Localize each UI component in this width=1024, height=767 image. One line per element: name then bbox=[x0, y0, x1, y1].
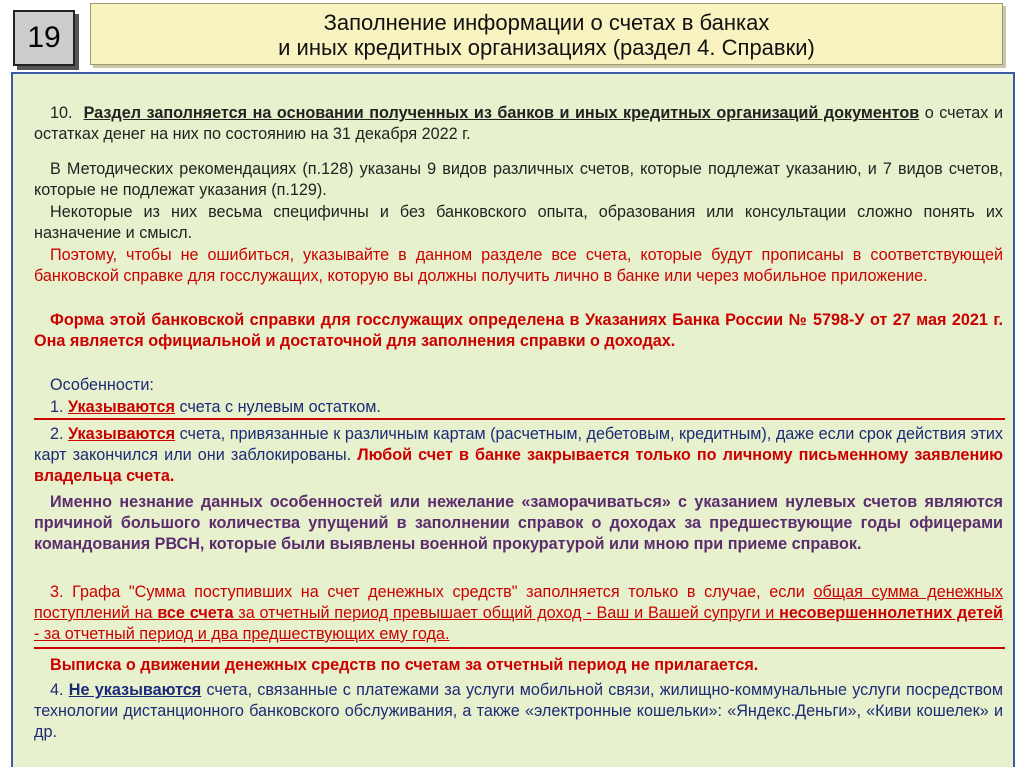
paragraph-10-text: о счетах и остатках денег на них по состоянию на 31 декабря 2022 г. bbox=[34, 104, 1003, 143]
item-1 bbox=[34, 397, 1003, 418]
paragraph-10-emphasis: Раздел заполняется на основании полученных из банков и иных кредитных организаций документов bbox=[83, 104, 920, 122]
item-3-number: 3. bbox=[50, 583, 64, 601]
item-3-underline-1: общая сумма денежных поступлений на bbox=[34, 583, 1004, 622]
item-2-bold-tail: Любой счет в банке закрывается только по личному письменному заявлению владельца счета. bbox=[34, 446, 1003, 485]
item-1-keyword: Указываются bbox=[68, 398, 175, 416]
item-3-all-accounts: все счета bbox=[157, 604, 234, 622]
paragraph-10 bbox=[34, 103, 1003, 145]
paragraph-therefore bbox=[34, 245, 1003, 287]
paragraph-form-text: Форма этой банковской справки для госслужащих определена в Указаниях Банка России № 5798-У от 27 мая 2021 г. Она является официальной и достаточной для заполнения справки о доходах. bbox=[34, 311, 1003, 350]
paragraph-specific bbox=[34, 202, 1003, 244]
features-heading-text: Особенности: bbox=[50, 376, 154, 394]
title-line-2: и иных кредитных организациях (раздел 4. Справки) bbox=[278, 35, 815, 60]
paragraph-therefore-text: Поэтому, чтобы не ошибиться, указывайте в данном разделе все счета, которые будут прописаны в соответствующей банковской справке для госслужащих, которую вы должны получить лично в банке или через мобильное приложение. bbox=[34, 246, 1003, 285]
paragraph-specific-text: Некоторые из них весьма специфичны и без банковского опыта, образования или консультации сложно понять их назначение и смысл. bbox=[34, 203, 1003, 242]
item-1-number: 1. bbox=[50, 398, 64, 416]
item-1-text: счета с нулевым остатком. bbox=[174, 398, 381, 416]
paragraph-form bbox=[34, 310, 1003, 352]
content-panel bbox=[11, 72, 1015, 767]
paragraph-statement-text: Выписка о движении денежных средств по счетам за отчетный период не прилагается. bbox=[50, 656, 759, 674]
item-3-underline-2: за отчетный период превышает общий доход - Ваш и Вашей супруги и bbox=[233, 604, 780, 622]
paragraph-ignorance-text: Именно незнание данных особенностей или нежелание «заморачиваться» с указанием нулевых счетов являются причиной большого количества упущений в заполнении справок о доходах за предшествующие годы офицерами командования РВСН, которые были выявлены военной прокуратурой или мною при приеме справок. bbox=[34, 493, 1003, 553]
item-4-text: счета, связанные с платежами за услуги мобильной связи, жилищно-коммунальные услуги посредством технологии дистанционного банковского обслуживания, а также «электронные кошельки»: «Яндекс.Деньги», «Киви кошелек» и др. bbox=[34, 681, 1003, 741]
features-heading bbox=[34, 375, 1003, 396]
item-4-keyword: Не указываются bbox=[68, 681, 202, 699]
item-2-keyword: Указываются bbox=[68, 425, 176, 443]
item-3 bbox=[34, 582, 1003, 645]
paragraph-methodic bbox=[34, 159, 1003, 201]
paragraph-statement bbox=[34, 655, 1003, 676]
item-2-number: 2. bbox=[50, 425, 64, 443]
item-4 bbox=[34, 680, 1003, 743]
item-3-underline-3: - за отчетный период и два предшествующих ему года. bbox=[34, 625, 450, 643]
item-2 bbox=[34, 424, 1003, 487]
item-2-text: счета, привязанные к различным картам (расчетным, дебетовым, кредитным), даже если срок действия этих карт закончился или они заблокированы. bbox=[34, 425, 1004, 464]
paragraph-ignorance bbox=[34, 492, 1003, 555]
title-line-1: Заполнение информации о счетах в банках bbox=[323, 10, 770, 35]
item-3-text: Графа "Сумма поступивших на счет денежных средств" заполняется только в случае, если bbox=[63, 583, 814, 601]
slide-number: 19 bbox=[13, 10, 75, 66]
item-4-number: 4. bbox=[50, 681, 64, 699]
item-3-minor-children: несовершеннолетних детей bbox=[779, 604, 1003, 622]
paragraph-methodic-text: В Методических рекомендациях (п.128) указаны 9 видов различных счетов, которые подлежат указанию, и 7 видов счетов, которые не подлежат указания (п.129). bbox=[34, 160, 1003, 199]
slide-title bbox=[90, 3, 1003, 65]
paragraph-10-number: 10. bbox=[50, 104, 73, 122]
